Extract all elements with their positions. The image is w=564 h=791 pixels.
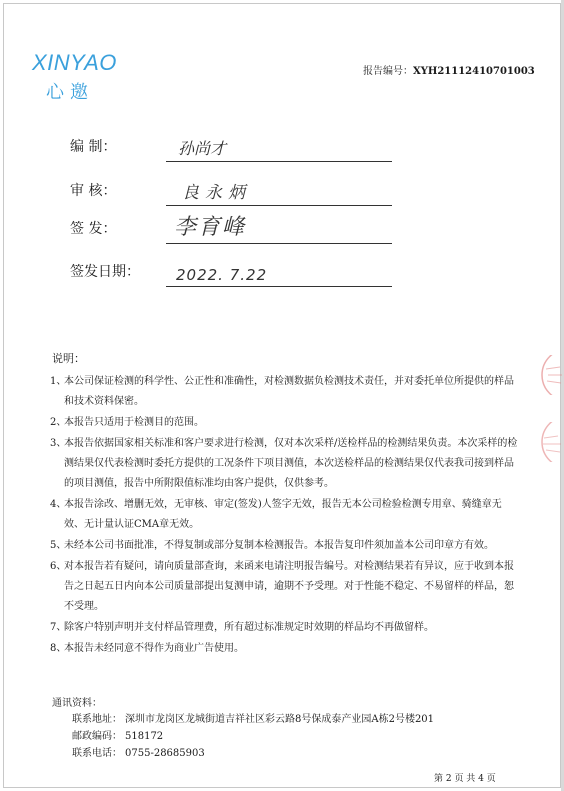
seal-stamp-fragment (528, 355, 564, 395)
note-text: 除客户特别声明并支付样品管理费，所有超过标准规定时效期的样品均不再做留样。 (64, 622, 434, 633)
logo-cn-text: 心邀 (46, 82, 94, 103)
contact-title: 通讯资料： (52, 698, 102, 709)
note-text: 本报告未经同意不得作为商业广告使用。 (64, 643, 244, 654)
signature-label: 签 发： (70, 221, 117, 237)
contact-phone-label: 联系电话： (72, 748, 122, 759)
note-item (50, 372, 518, 412)
signature-line (166, 286, 392, 287)
signature-label: 审 核： (70, 183, 117, 199)
signature-line (166, 205, 392, 206)
report-number (363, 62, 535, 77)
note-number: 5、 (50, 540, 67, 551)
signature-line (166, 161, 392, 162)
signature-line (166, 243, 392, 244)
note-text: 本报告只适用于检测目的范围。 (64, 417, 204, 428)
note-item (50, 557, 518, 617)
seal-stamp-fragment (528, 422, 564, 462)
contact-address (72, 711, 434, 728)
signature-handwriting: 孙尚才 (178, 139, 227, 158)
contact-postcode (72, 728, 434, 745)
contact-postcode-value: 518172 (125, 731, 164, 742)
note-item (50, 495, 518, 535)
note-item (50, 434, 518, 494)
note-text: 本公司保证检测的科学性、公正性和准确性，对检测数据负检测技术责任，并对委托单位所提供的样品和技术资料保密。 (64, 376, 514, 407)
note-item (50, 618, 518, 638)
report-number-value: XYH21112410701003 (413, 66, 535, 77)
note-text: 本报告涂改、增删无效，无审核、审定(签发)人签字无效，报告无本公司检验检测专用章、骑缝章无效、无计量认证CMA章无效。 (64, 499, 502, 530)
contact-phone (72, 745, 434, 762)
contact-info (72, 711, 434, 762)
contact-postcode-label: 邮政编码： (72, 731, 122, 742)
notes-list (50, 372, 518, 660)
note-text: 未经本公司书面批准，不得复制或部分复制本检测报告。本报告复印件须加盖本公司印章方有效。 (64, 540, 494, 551)
note-item (50, 639, 518, 659)
report-number-label: 报告编号： (363, 66, 413, 77)
contact-address-value: 深圳市龙岗区龙城街道吉祥社区彩云路8号保成泰产业园A栋2号楼201 (125, 714, 435, 725)
note-number: 8、 (50, 643, 67, 654)
note-number: 1、 (50, 376, 67, 387)
company-logo (32, 50, 117, 104)
note-item (50, 536, 518, 556)
signature-handwriting: 李育峰 (174, 215, 247, 240)
signature-label: 签发日期： (70, 264, 140, 280)
note-text: 对本报告若有疑问，请向质量部查询，来函来电请注明报告编号。对检测结果若有异议，应于收到本报告之日起五日内向本公司质量部提出复测申请，逾期不予受理。对于性能不稳定、不易留样的样品，恕不受理。 (64, 561, 514, 612)
note-number: 3、 (50, 438, 67, 449)
note-number: 7、 (50, 622, 67, 633)
note-item (50, 413, 518, 433)
signature-label: 编 制： (70, 139, 117, 155)
signature-handwriting: 良永炳 (182, 183, 251, 203)
notes-title: 说明： (52, 352, 85, 365)
note-number: 6、 (50, 561, 67, 572)
contact-address-label: 联系地址： (72, 714, 122, 725)
page-number: 第 2 页 共 4 页 (434, 774, 496, 784)
note-number: 2、 (50, 417, 67, 428)
note-text: 本报告依据国家相关标准和客户要求进行检测，仅对本次采样/送检样品的检测结果负责。本次采样的检测结果仅代表检测时委托方提供的工况条件下项目测值，本次送检样品的检测结果仅代表我司接到样品的项目测值，报告中所附限值标准均由客户提供，仅供参考。 (64, 438, 518, 489)
issue-date-handwriting: 2022. 7.22 (176, 266, 268, 284)
logo-en-text: XINYAO (32, 50, 117, 75)
note-number: 4、 (50, 499, 67, 510)
contact-phone-value: 0755-28685903 (125, 748, 205, 759)
